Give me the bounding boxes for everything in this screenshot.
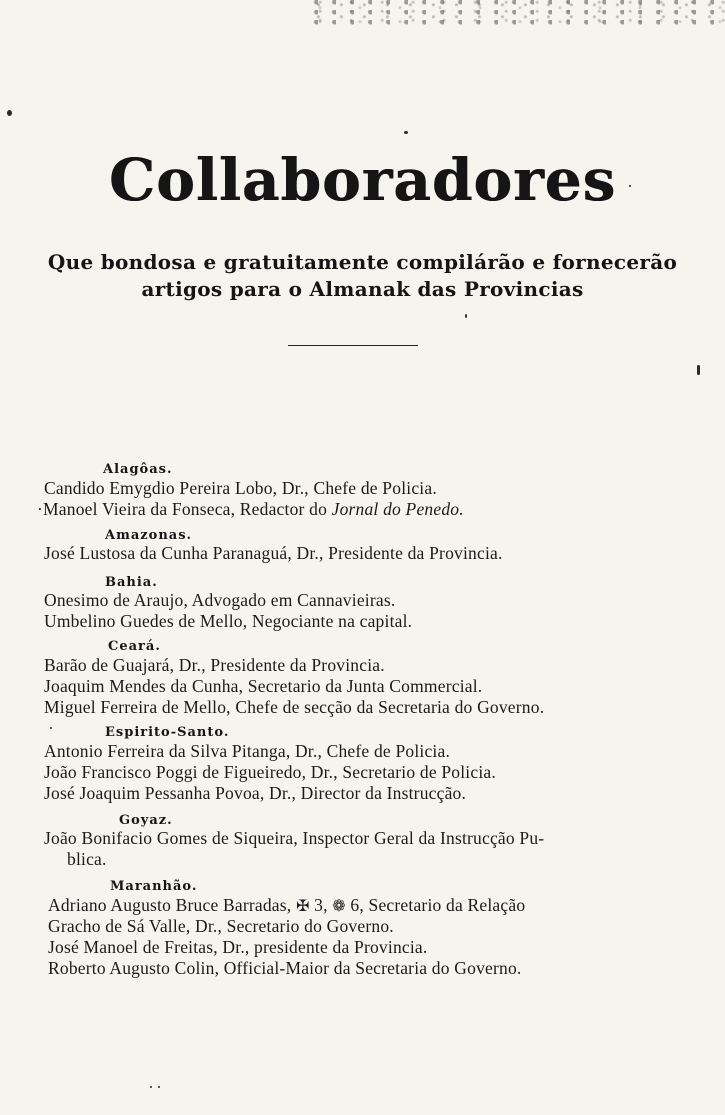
list-item: blica. — [67, 849, 107, 869]
section-heading-ceara: Ceará. — [108, 639, 161, 654]
list-item-text: 6, Secretario da Relação — [345, 895, 526, 915]
title-divider — [288, 345, 418, 346]
section-heading-maranhao: Maranhão. — [110, 879, 198, 894]
list-item-text: Manoel Vieira da Fonseca, Redactor do — [43, 499, 332, 519]
section-heading-goyaz: Goyaz. — [119, 813, 173, 828]
speck-mark — [7, 110, 12, 116]
list-item: José Joaquim Pessanha Povoa, Dr., Director da Instrucção. — [44, 783, 467, 803]
list-item: José Lustosa da Cunha Paranaguá, Dr., Presidente da Provincia. — [44, 543, 503, 563]
list-item: Roberto Augusto Colin, Official-Maior da Secretaria do Governo. — [48, 958, 522, 978]
list-item: Candido Emygdio Pereira Lobo, Dr., Chefe de Policia. — [44, 478, 437, 498]
list-item: Gracho de Sá Valle, Dr., Secretario do Governo. — [48, 916, 394, 936]
top-edge-speckle — [300, 0, 725, 26]
subtitle-line-2: artigos para o Almanak das Provincias — [141, 277, 584, 301]
subtitle-line-1: Que bondosa e gratuitamente compilárão e fornecerão — [47, 250, 678, 274]
section-heading-bahia: Bahia. — [105, 575, 158, 590]
list-item-text: Adriano Augusto Bruce Barradas, — [48, 895, 296, 915]
list-item: Miguel Ferreira de Mello, Chefe de secção da Secretaria do Governo. — [44, 697, 545, 717]
list-item-text: 3, — [309, 895, 333, 915]
speck-mark — [465, 314, 467, 318]
speck-mark — [158, 1086, 160, 1088]
list-item: João Francisco Poggi de Figueiredo, Dr., Secretario de Policia. — [44, 762, 496, 782]
speck-mark — [697, 365, 700, 375]
list-item — [48, 895, 525, 916]
order-rose-icon: ❁ — [332, 896, 346, 915]
list-item: ·Manoel Vieira da Fonseca, Redactor do Jornal do Penedo. — [37, 499, 464, 519]
section-heading-espirito-santo: Espirito-Santo. — [105, 725, 230, 740]
section-heading-amazonas: Amazonas. — [105, 528, 193, 543]
speck-mark — [404, 131, 408, 134]
page-title: Collaboradores — [108, 146, 617, 214]
speck-mark — [50, 727, 52, 729]
list-item: Umbelino Guedes de Mello, Negociante na capital. — [44, 611, 413, 631]
list-item: Barão de Guajará, Dr., Presidente da Provincia. — [44, 655, 385, 675]
list-item: João Bonifacio Gomes de Siqueira, Inspector Geral da Instrucção Pu- — [44, 828, 545, 848]
list-item: José Manoel de Freitas, Dr., presidente da Provincia. — [48, 937, 428, 957]
section-heading-alagoas: Alagôas. — [103, 462, 173, 477]
speck-mark — [150, 1086, 152, 1088]
list-item: Antonio Ferreira da Silva Pitanga, Dr., Chefe de Policia. — [44, 741, 451, 761]
order-cross-icon: ✠ — [295, 896, 310, 915]
list-item: Onesimo de Araujo, Advogado em Cannavieiras. — [44, 590, 396, 610]
list-item: Joaquim Mendes da Cunha, Secretario da Junta Commercial. — [44, 676, 483, 696]
newspaper-title: Jornal do Penedo. — [331, 499, 464, 519]
